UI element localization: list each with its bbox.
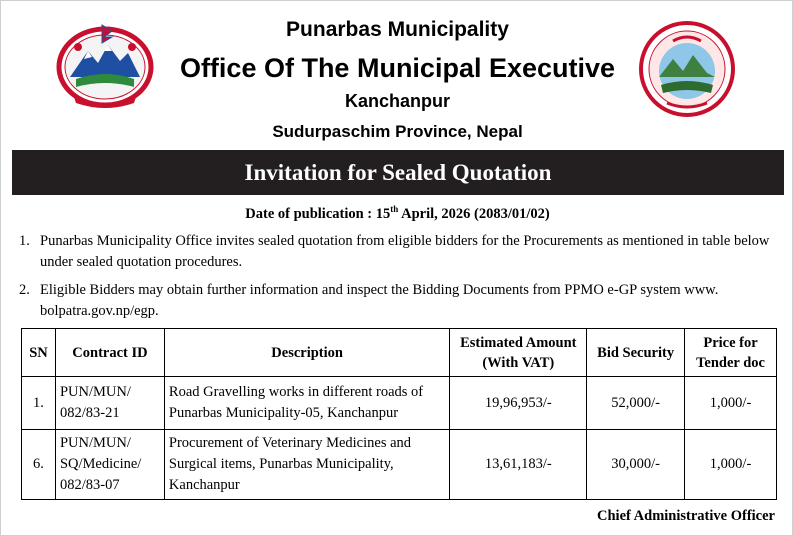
procurement-table: [21, 328, 777, 500]
province-name: Sudurpaschim Province, Nepal: [272, 122, 523, 141]
paragraph-text: Punarbas Municipality Office invites sealed quotation from eligible bidders for the Procurements as mentioned in table below under sealed quotation procedures.: [40, 233, 770, 270]
contract-id-line: PUN/MUN/: [59, 384, 131, 400]
header-price-line1: Price for: [703, 334, 758, 351]
table-row: [22, 430, 777, 500]
cell-price: 1,000/-: [685, 430, 777, 500]
description-line: Kanchanpur: [168, 477, 240, 493]
cell-sn: 1.: [22, 377, 56, 430]
header-contract-id: Contract ID: [55, 329, 164, 377]
municipality-name: Punarbas Municipality: [286, 18, 509, 41]
signature-title: Chief Administrative Officer: [597, 508, 775, 524]
contract-id-line: 082/83-07: [59, 477, 120, 493]
cell-contract-id: [55, 430, 164, 500]
description-line: Road Gravelling works in different roads of: [168, 384, 424, 400]
contract-id-line: 082/83-21: [59, 405, 120, 421]
paragraph-text: Eligible Bidders may obtain further information and inspect the Bidding Documents from PPMO e-GP system www. bolpatra.gov.np/egp.: [40, 282, 719, 319]
header-estimated-amount: [450, 329, 587, 377]
header-description: Description: [164, 329, 449, 377]
cell-bid-security: 30,000/-: [587, 430, 685, 500]
contract-id-line: SQ/Medicine/: [59, 456, 142, 472]
cell-estimated-amount: 13,61,183/-: [450, 430, 587, 500]
publication-date-ordinal: th: [390, 204, 399, 214]
description-line: Punarbas Municipality-05, Kanchanpur: [168, 405, 399, 421]
municipality-logo: [637, 19, 737, 119]
description-line: Surgical items, Punarbas Municipality,: [168, 456, 394, 472]
notice-paragraph: [19, 280, 781, 322]
header-estimated-amount-line1: Estimated Amount: [460, 334, 577, 351]
header-estimated-amount-line2: (With VAT): [482, 354, 555, 371]
header-bid-security: Bid Security: [587, 329, 685, 377]
table-header-row: [22, 329, 777, 377]
cell-sn: 6.: [22, 430, 56, 500]
paragraph-number: 2.: [19, 282, 30, 298]
description-line: Procurement of Veterinary Medicines and: [168, 435, 412, 451]
publication-date: [1, 204, 793, 223]
publication-date-label: Date of publication : 15: [245, 205, 391, 222]
header-sn: SN: [22, 329, 56, 377]
cell-bid-security: 52,000/-: [587, 377, 685, 430]
notice-title-banner: Invitation for Sealed Quotation: [12, 150, 784, 195]
cell-description: [164, 430, 449, 500]
cell-description: [164, 377, 449, 430]
header-price-line2: Tender doc: [696, 354, 765, 371]
publication-date-rest: April, 2026 (2083/01/02): [398, 205, 550, 222]
notice-paragraph: [19, 231, 781, 273]
header-price: [685, 329, 777, 377]
office-title: Office Of The Municipal Executive: [179, 53, 616, 83]
paragraph-number: 1.: [19, 233, 30, 249]
cell-price: 1,000/-: [685, 377, 777, 430]
contract-id-line: PUN/MUN/: [59, 435, 131, 451]
district-name: Kanchanpur: [344, 91, 450, 111]
letterhead: [1, 1, 793, 149]
cell-contract-id: [55, 377, 164, 430]
cell-estimated-amount: 19,96,953/-: [450, 377, 587, 430]
table-row: [22, 377, 777, 430]
